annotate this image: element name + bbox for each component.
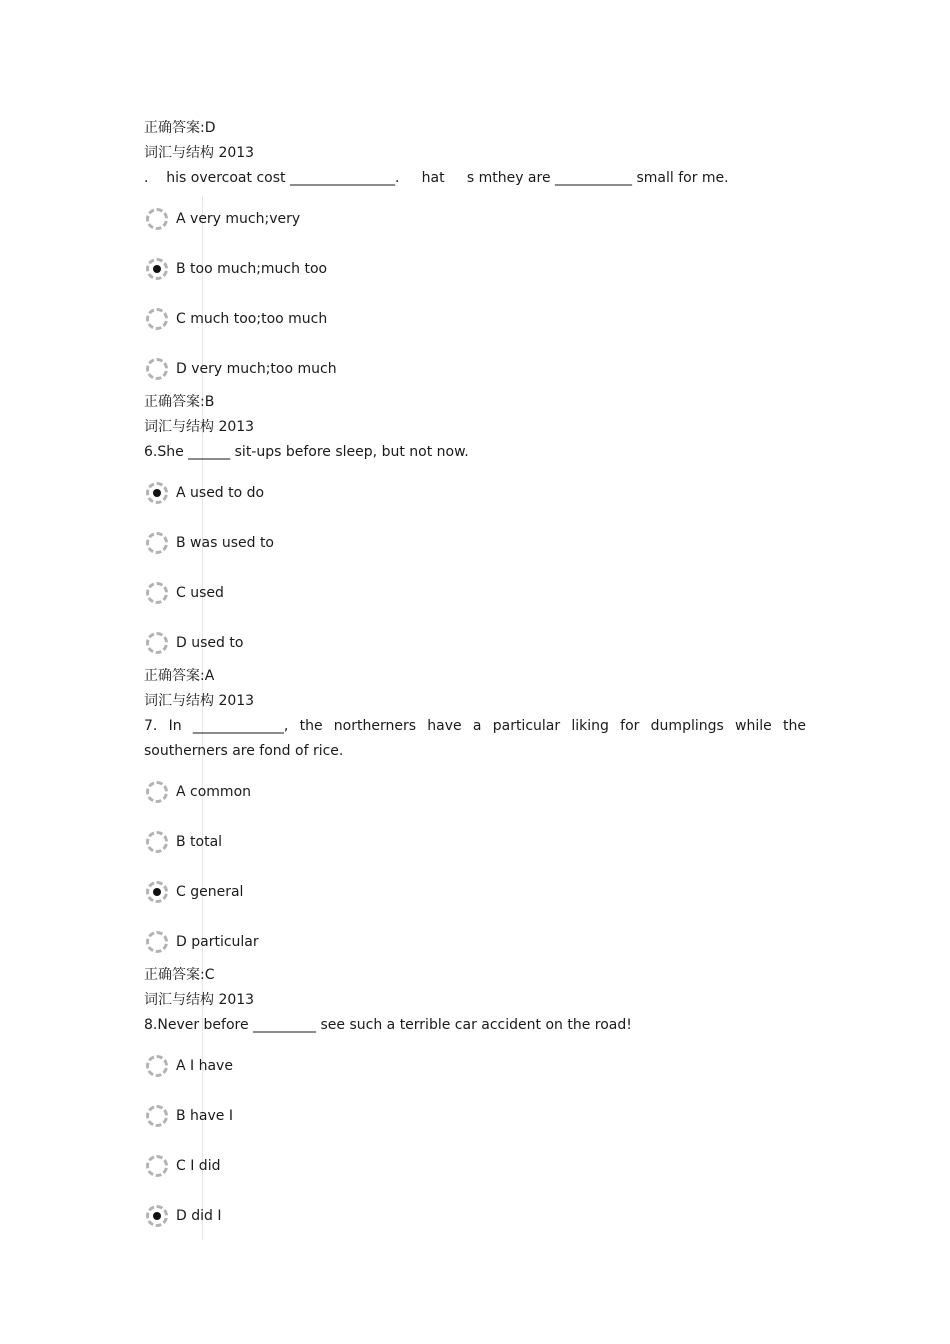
option-label: C general	[176, 884, 244, 900]
option-label: B too much;much too	[176, 261, 328, 277]
option-d[interactable]	[146, 928, 259, 956]
option-label: C used	[176, 585, 224, 601]
radio-icon[interactable]	[146, 931, 168, 953]
question-6-text: 6.She ______ sit-ups before sleep, but not now.	[144, 444, 469, 460]
option-a[interactable]	[146, 205, 300, 233]
option-label: A very much;very	[176, 211, 301, 227]
option-c[interactable]	[146, 305, 327, 333]
option-a[interactable]	[146, 1052, 233, 1080]
category-line: 词汇与结构 2013	[144, 992, 255, 1008]
option-label: A used to do	[176, 485, 265, 501]
option-b[interactable]	[146, 529, 274, 557]
option-label: D did I	[176, 1208, 222, 1224]
option-c[interactable]	[146, 1152, 220, 1180]
correct-answer-line: 正确答案:C	[144, 967, 215, 983]
category-line: 词汇与结构 2013	[144, 145, 255, 161]
option-label: A common	[176, 784, 252, 800]
option-a[interactable]	[146, 778, 251, 806]
radio-icon[interactable]	[146, 1055, 168, 1077]
radio-icon[interactable]	[146, 208, 168, 230]
radio-checked-icon[interactable]	[146, 258, 168, 280]
radio-icon[interactable]	[146, 831, 168, 853]
correct-answer-line: 正确答案:D	[144, 120, 216, 136]
option-label: D particular	[176, 934, 259, 950]
option-b[interactable]	[146, 1102, 233, 1130]
option-d[interactable]	[146, 355, 337, 383]
option-label: D very much;too much	[176, 361, 337, 377]
category-line: 词汇与结构 2013	[144, 693, 255, 709]
option-d[interactable]	[146, 1202, 221, 1230]
radio-icon[interactable]	[146, 632, 168, 654]
option-c[interactable]	[146, 579, 224, 607]
category-line: 词汇与结构 2013	[144, 419, 255, 435]
option-label: D used to	[176, 635, 244, 651]
question-7-text-line-1: 7. In _____________, the northerners have a particular liking for dumplings while the	[144, 718, 806, 734]
radio-icon[interactable]	[146, 1105, 168, 1127]
radio-checked-icon[interactable]	[146, 482, 168, 504]
radio-icon[interactable]	[146, 308, 168, 330]
option-a[interactable]	[146, 479, 264, 507]
option-c[interactable]	[146, 878, 243, 906]
radio-icon[interactable]	[146, 532, 168, 554]
option-label: A I have	[176, 1058, 233, 1074]
radio-checked-icon[interactable]	[146, 1205, 168, 1227]
question-5-text: . his overcoat cost _______________. hat s mthey are ___________ small for me.	[144, 170, 729, 186]
option-label: B total	[176, 834, 223, 850]
radio-icon[interactable]	[146, 781, 168, 803]
option-label: B was used to	[176, 535, 274, 551]
radio-icon[interactable]	[146, 582, 168, 604]
option-b[interactable]	[146, 828, 222, 856]
correct-answer-line: 正确答案:A	[144, 668, 215, 684]
option-label: B have I	[176, 1108, 233, 1124]
radio-checked-icon[interactable]	[146, 881, 168, 903]
option-d[interactable]	[146, 629, 243, 657]
question-7-text-line-2: southerners are fond of rice.	[144, 743, 344, 759]
option-label: C much too;too much	[176, 311, 328, 327]
question-8-text: 8.Never before _________ see such a terrible car accident on the road!	[144, 1017, 632, 1033]
radio-icon[interactable]	[146, 358, 168, 380]
correct-answer-line: 正确答案:B	[144, 394, 215, 410]
option-b[interactable]	[146, 255, 327, 283]
option-label: C I did	[176, 1158, 221, 1174]
radio-icon[interactable]	[146, 1155, 168, 1177]
